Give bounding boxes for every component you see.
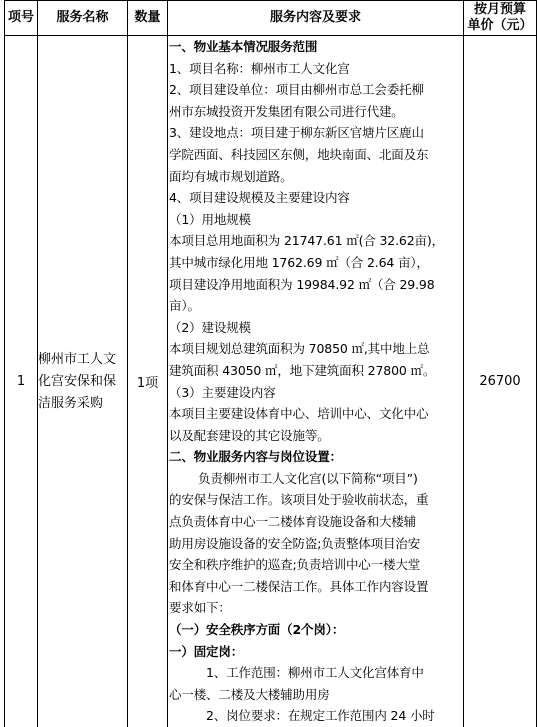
content-line: 一、物业基本情况服务范围 (169, 39, 318, 54)
header-service-name: 服务名称 (38, 1, 128, 36)
content-line: 负责柳州市工人文化宫(以下简称“项目”) (198, 470, 418, 486)
content-lines (168, 36, 463, 727)
header-index: 项号 (5, 1, 38, 36)
content-line: 项目建设净用地面积为 19984.92 ㎡（合 29.98 (169, 276, 435, 292)
content-line: 以及配套建设的其它设施等。 (169, 427, 330, 443)
row-quantity: 1项 (128, 36, 168, 727)
row-service-name: 柳州市工人文化宫安保和保洁服务采购 (38, 36, 128, 727)
content-line: 4、项目建设规模及主要建设内容 (169, 190, 350, 206)
content-line: 的安保与保洁工作。该项目处于验收前状态，重 (169, 492, 429, 508)
content-line: 亩）。 (169, 298, 200, 314)
content-line: 二、物业服务内容与岗位设置： (169, 449, 342, 465)
header-monthly-budget-line1: 按月预算 (473, 2, 526, 17)
row-service-content (168, 36, 464, 727)
content-line: 2、项目建设单位：项目由柳州市总工会委托柳 (169, 82, 424, 98)
content-line: 1、项目名称：柳州市工人文化宫 (169, 60, 350, 76)
content-line: 本项目主要建设体育中心、培训中心、文化中心 (169, 406, 429, 422)
content-line: 安全和秩序维护的巡查;负责培训中心一楼大堂 (169, 557, 421, 573)
header-monthly-budget (464, 1, 537, 36)
content-line: 3、建设地点：项目建于柳东新区官塘片区鹿山 (169, 125, 424, 141)
header-service-content: 服务内容及要求 (168, 1, 464, 36)
content-line: 一）固定岗： (169, 643, 244, 659)
content-line: 心一楼、二楼及大楼辅助用房 (169, 686, 330, 702)
content-line: 其中城市绿化用地 1762.69 ㎡（合 2.64 亩）， (169, 254, 429, 270)
row-index: 1 (5, 36, 38, 727)
content-line: 助用房设施设备的安全防盗;负责整体项目治安 (169, 535, 421, 551)
content-line: 面均有城市规划道路。 (169, 168, 293, 184)
content-line: 点负责体育中心一二楼体育设施设备和大楼辅 (169, 514, 417, 530)
row-monthly-budget: 26700 (464, 36, 537, 727)
header-monthly-budget-line2: 单价（元） (467, 18, 533, 33)
content-line: 和体育中心一二楼保洁工作。具体工作内容设置 (169, 578, 429, 594)
content-line: 建筑面积 43050 ㎡，地下建筑面积 27800 ㎡。 (169, 362, 436, 378)
content-line: 本项目规划总建筑面积为 70850 ㎡,其中地上总 (169, 341, 430, 357)
content-line: （一）安全秩序方面（2个岗）： (169, 622, 345, 638)
service-table (4, 0, 537, 727)
content-line: 2、岗位要求：在规定工作范围内 24 小时 (206, 708, 435, 724)
table-header-row (5, 1, 537, 36)
content-line: 州市东城投资开发集团有限公司进行代建。 (169, 103, 404, 119)
content-line: （1）用地规模 (169, 211, 251, 227)
content-line: （2）建设规模 (169, 319, 251, 335)
table-row (5, 36, 537, 727)
content-line: （3）主要建设内容 (169, 384, 276, 400)
content-line: 学院西面、科技园区东侧，地块南面、北面及东 (169, 146, 429, 162)
content-line: 1、工作范围：柳州市工人文化宫体育中 (206, 665, 424, 681)
header-quantity: 数量 (128, 1, 168, 36)
content-line: 本项目总用地面积为 21747.61 ㎡(合 32.62亩)， (169, 233, 444, 249)
content-line: 要求如下： (169, 600, 231, 616)
